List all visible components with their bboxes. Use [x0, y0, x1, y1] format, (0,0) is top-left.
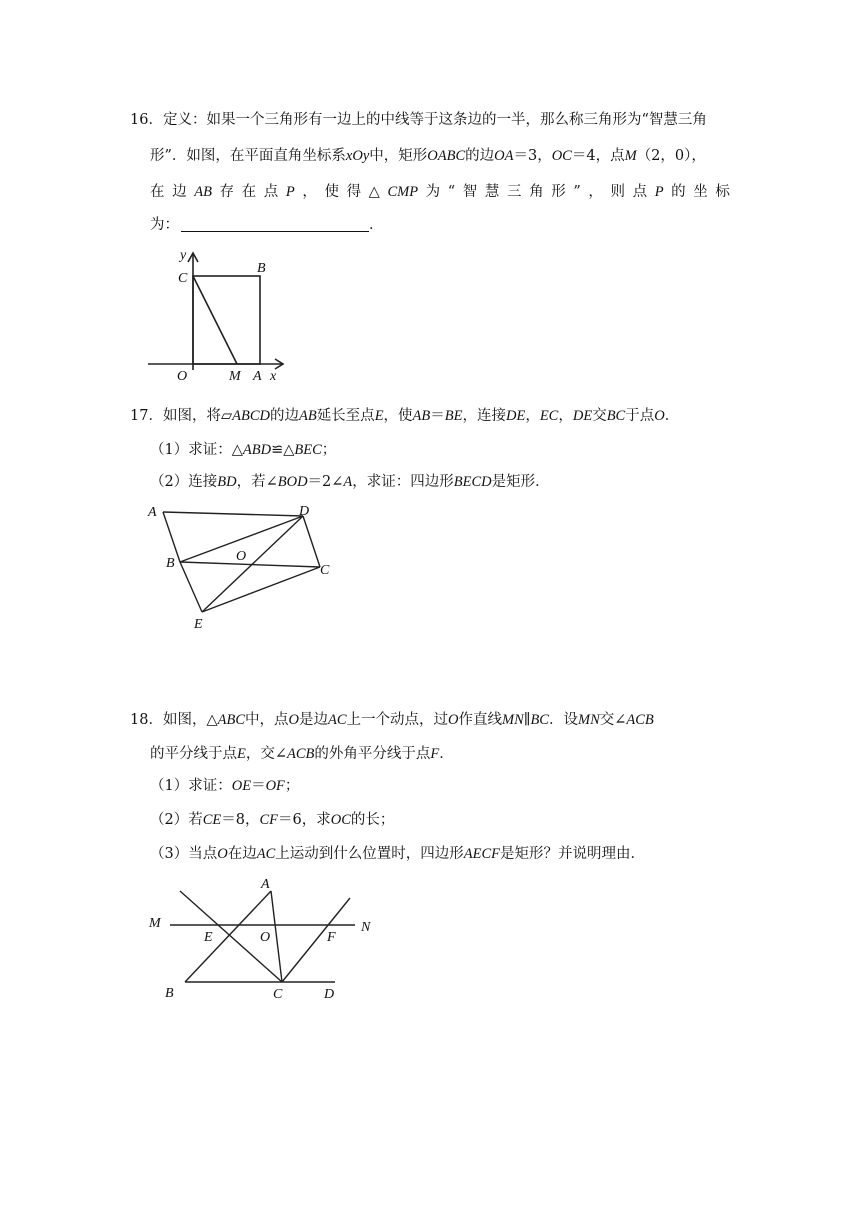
fig16-label-b: B — [257, 261, 266, 276]
fig16-label-a: A — [253, 369, 262, 384]
q17-part-1: （1）求证：△ABD≌△BEC； — [150, 442, 337, 458]
fig17-label-e: E — [194, 617, 203, 632]
fig17-label-o: O — [236, 549, 247, 564]
fig17-label-a: A — [148, 505, 157, 520]
fig18-label-c: C — [273, 987, 283, 1002]
q18-part-3: （3）当点O在边AC上运动到什么位置时，四边形AECF是矩形？并说明理由． — [150, 846, 645, 862]
fig18-label-b: B — [165, 986, 174, 1001]
fig16-label-y: y — [180, 248, 187, 263]
q17-part-2: （2）连接BD，若∠BOD＝2∠A，求证：四边形BECD是矩形． — [150, 474, 550, 490]
fig16-label-o: O — [177, 369, 188, 384]
fig16-label-c: C — [178, 271, 188, 286]
q16-line-2: 形”．如图，在平面直角坐标系xOy中，矩形OABC的边OA＝3，OC＝4，点M（2，0）， — [150, 148, 706, 164]
fig18-label-m: M — [149, 916, 161, 931]
fig18-label-a: A — [261, 877, 270, 892]
q18-line-1: 18．如图，△ABC中，点O是边AC上一个动点，过O作直线MN∥BC．设MN交∠ACB — [130, 712, 654, 728]
fig18-label-f: F — [327, 930, 336, 945]
q16-line-1: 16．定义：如果一个三角形有一边上的中线等于这条边的一半，那么称三角形为“智慧三角 — [130, 112, 707, 128]
fig16-label-x: x — [270, 369, 277, 384]
q18-line-2: 的平分线于点E，交∠ACB的外角平分线于点F． — [150, 746, 454, 762]
q17-line-1: 17．如图，将▱ABCD的边AB延长至点E，使AB＝BE，连接DE，EC，DE交BC于点O． — [130, 408, 680, 424]
fig17-label-b: B — [166, 556, 175, 571]
q18-part-1: （1）求证：OE＝OF； — [150, 778, 300, 794]
fig18-label-e: E — [204, 930, 213, 945]
fig16-label-m: M — [229, 369, 241, 384]
fig18-label-n: N — [361, 920, 371, 935]
q16-line-3: 在 边 AB 存 在 点 P ， 使 得 △ CMP 为 “ 智 慧 三 角 形 ” ， 则 点 P 的 坐 标 — [150, 184, 730, 200]
q18-part-2: （2）若CE＝8，CF＝6，求OC的长； — [150, 812, 395, 828]
fig18-label-d: D — [324, 987, 335, 1002]
fig17-label-d: D — [299, 504, 310, 519]
fig17-label-c: C — [320, 563, 330, 578]
fig18-label-o: O — [260, 930, 271, 945]
q16-line-4: 为： ． — [150, 217, 384, 233]
